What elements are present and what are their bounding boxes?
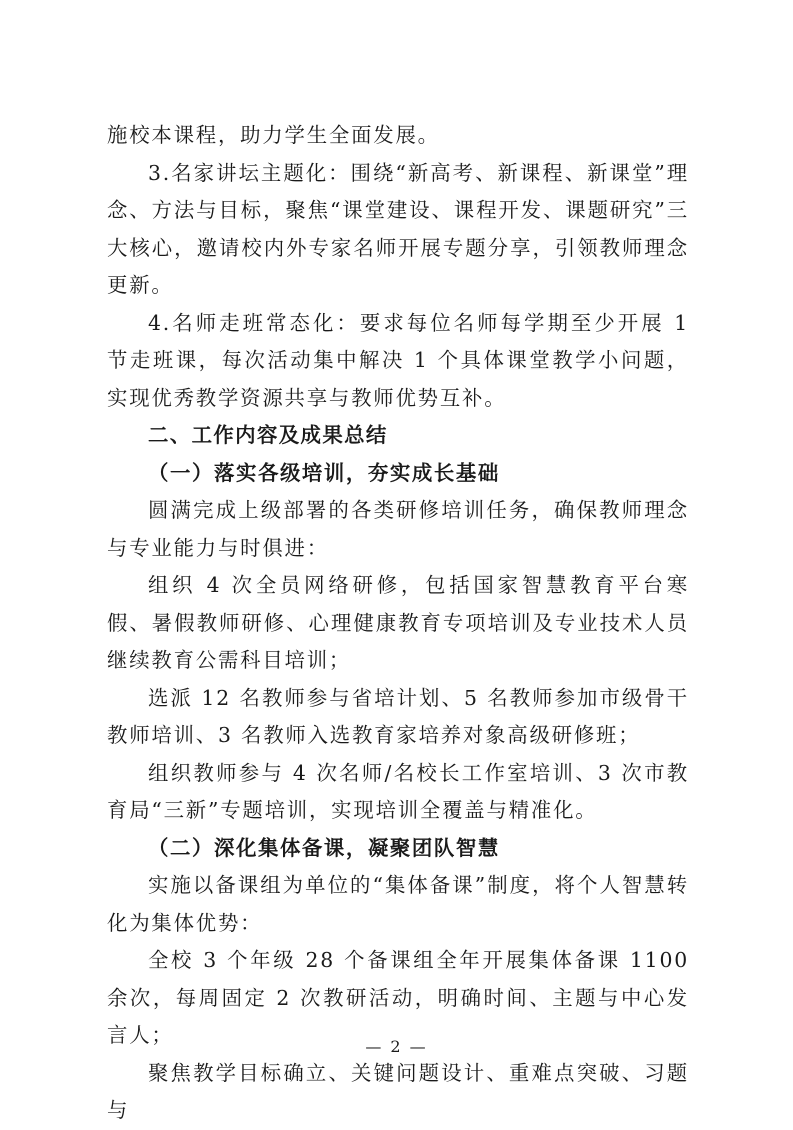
subsection-heading-1: （一）落实各级培训，夯实成长基础 (148, 460, 500, 485)
paragraph: 实施以备课组为单位的“集体备课”制度，将个人智慧转化为集体优势： (107, 873, 689, 935)
paragraph: 全校 3 个年级 28 个备课组全年开展集体备课 1100 余次，每周固定 2 次教研活动，明确时间、主题与中心发言人； (107, 948, 689, 1047)
paragraph-item-3: 3.名家讲坛主题化：围绕“新高考、新课程、新课堂”理念、方法与目标，聚焦“课堂建设、课程开发、课题研究”三大核心，邀请校内外专家名师开展专题分享，引领教师理念更新。 (107, 160, 689, 297)
paragraph: 选派 12 名教师参与省培计划、5 名教师参加市级骨干教师培训、3 名教师入选教育家培养对象高级研修班； (107, 685, 689, 747)
paragraph-continuation: 施校本课程，助力学生全面发展。 (107, 123, 440, 147)
paragraph: 组织教师参与 4 次名师/名校长工作室培训、3 次市教育局“三新”专题培训，实现培训全覆盖与精准化。 (107, 760, 689, 822)
subsection-heading-2: （二）深化集体备课，凝聚团队智慧 (148, 835, 500, 860)
section-heading: 二、工作内容及成果总结 (148, 423, 388, 447)
page-number: — 2 — (365, 1037, 428, 1056)
paragraph: 圆满完成上级部署的各类研修培训任务，确保教师理念与专业能力与时俱进： (107, 498, 689, 560)
paragraph: 聚焦教学目标确立、关键问题设计、重难点突破、习题与 (107, 1060, 689, 1122)
paragraph: 组织 4 次全员网络研修，包括国家智慧教育平台寒假、暑假教师研修、心理健康教育专项培训及专业技术人员继续教育公需科目培训； (107, 573, 689, 672)
paragraph-item-4: 4.名师走班常态化：要求每位名师每学期至少开展 1 节走班课，每次活动集中解决 1 个具体课堂教学小问题，实现优秀教学资源共享与教师优势互补。 (107, 310, 689, 410)
document-body (107, 117, 689, 1130)
